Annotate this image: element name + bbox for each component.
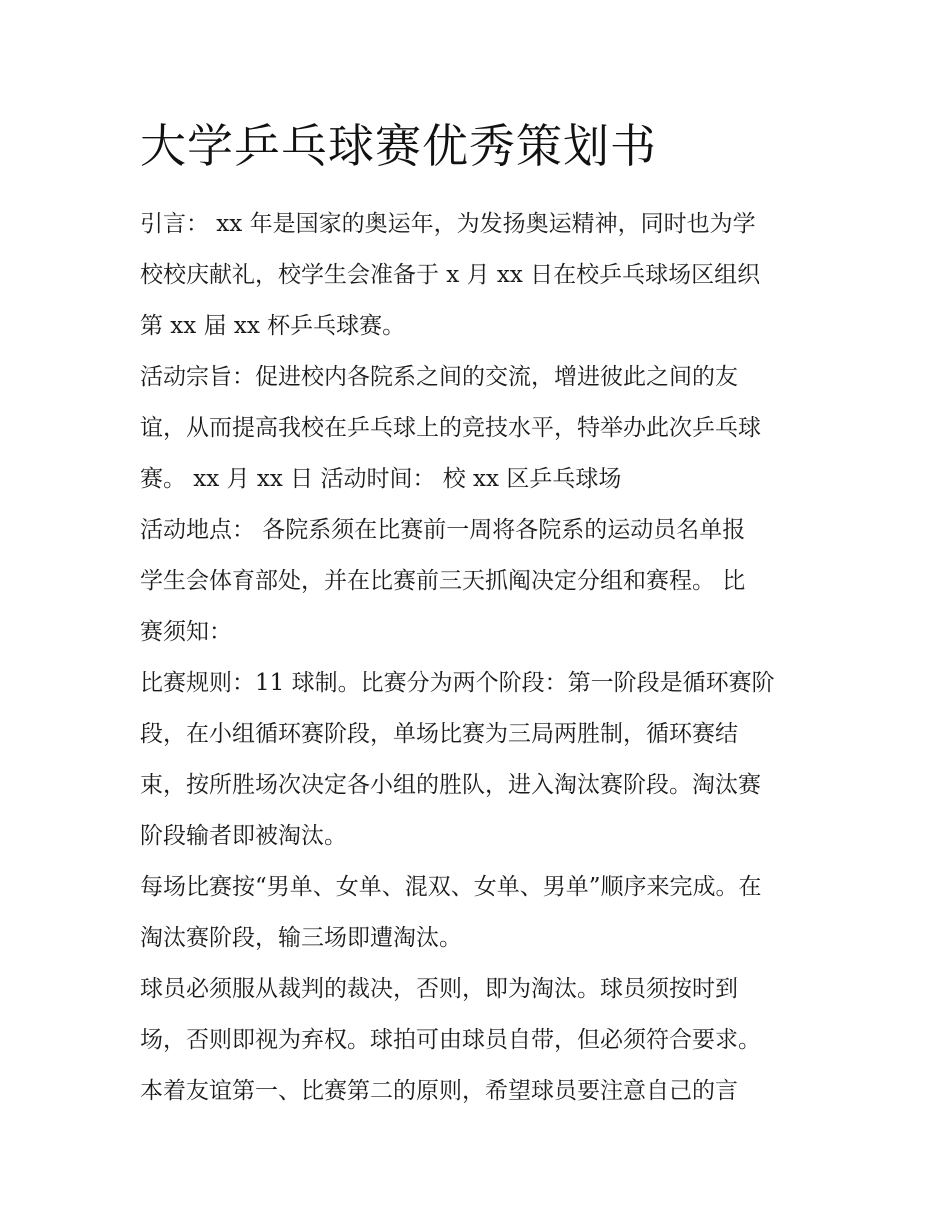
body-line: 赛。 xx 月 xx 日 活动时间： 校 xx 区乒乓球场: [140, 466, 622, 492]
body-line: 活动地点： 各院系须在比赛前一周将各院系的运动员名单报: [140, 517, 746, 543]
body-line: 学生会体育部处，并在比赛前三天抓阄决定分组和赛程。 比: [140, 568, 746, 594]
body-line: 校校庆献礼，校学生会准备于 x 月 xx 日在校乒乓球场区组织: [140, 262, 761, 288]
body-line: 束，按所胜场次决定各小组的胜队，进入淘汰赛阶段。淘汰赛: [140, 772, 761, 798]
body-line: 球员必须服从裁判的裁决，否则，即为淘汰。球员须按时到: [140, 976, 738, 1002]
body-line: 本着友谊第一、比赛第二的原则，希望球员要注意自己的言: [140, 1078, 738, 1104]
body-line: 比赛规则：11 球制。比赛分为两个阶段：第一阶段是循环赛阶: [140, 670, 775, 696]
body-line: 赛须知：: [140, 619, 232, 645]
body-line: 第 xx 届 xx 杯乒乓球赛。: [140, 313, 406, 339]
body-line: 淘汰赛阶段，输三场即遭淘汰。: [140, 925, 462, 951]
body-line: 活动宗旨：促进校内各院系之间的交流，增进彼此之间的友: [140, 364, 738, 390]
body-line: 引言： xx 年是国家的奥运年，为发扬奥运精神，同时也为学: [140, 211, 756, 237]
body-line: 场，否则即视为弃权。球拍可由球员自带，但必须符合要求。: [140, 1027, 761, 1053]
document-title: 大学乒乓球赛优秀策划书: [140, 119, 657, 173]
body-line: 每场比赛按“男单、女单、混双、女单、男单”顺序来完成。在: [140, 874, 762, 900]
body-line: 谊，从而提高我校在乒乓球上的竞技水平，特举办此次乒乓球: [140, 415, 761, 441]
body-line: 阶段输者即被淘汰。: [140, 823, 347, 849]
body-line: 段，在小组循环赛阶段，单场比赛为三局两胜制，循环赛结: [140, 721, 738, 747]
